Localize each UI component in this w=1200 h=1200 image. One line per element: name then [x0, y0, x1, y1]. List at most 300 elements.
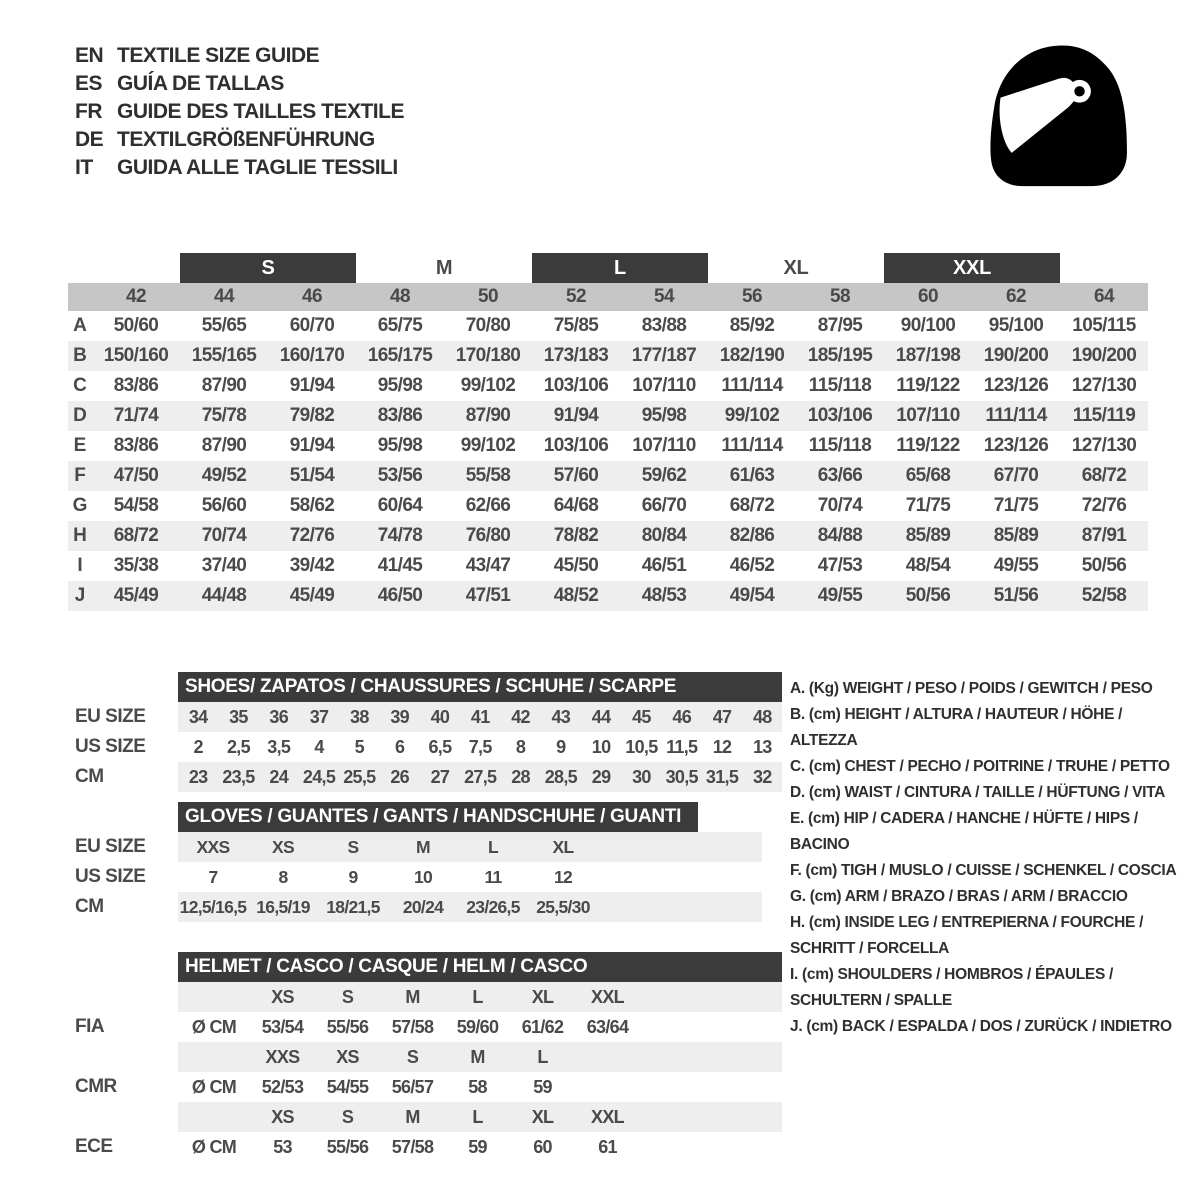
size-value: 13	[752, 736, 772, 757]
measurement-value: 71/75	[905, 495, 951, 516]
measurement-value: 182/190	[719, 345, 785, 366]
measurement-value: 55/65	[201, 315, 247, 336]
size-value	[575, 1072, 640, 1102]
measurement-value: 111/114	[721, 435, 783, 456]
row-label: US SIZE	[75, 866, 146, 887]
language-label: GUIDA ALLE TAGLIE TESSILI	[117, 156, 398, 179]
measurement-value: 47/50	[113, 465, 159, 486]
row-values	[178, 732, 782, 762]
size-group-xl: XL	[783, 256, 809, 279]
measurement-value: 84/88	[817, 525, 863, 546]
measurement-row	[68, 431, 1148, 461]
measurement-value: 61/63	[729, 465, 775, 486]
size-row	[68, 1132, 782, 1162]
size-value: Ø CM	[191, 1016, 237, 1037]
row-letter: H	[73, 525, 87, 546]
measurement-value: 41/45	[377, 555, 423, 576]
size-value: 6,5	[428, 736, 452, 757]
numeric-size: 60	[918, 286, 938, 307]
measurement-value: 83/86	[113, 435, 159, 456]
size-value: 12	[553, 866, 573, 887]
measurement-value: 87/90	[465, 405, 511, 426]
measurement-value: 46/51	[641, 555, 687, 576]
measurement-row	[68, 491, 1148, 521]
size-value: S	[347, 836, 359, 857]
size-value: 53/54	[261, 1016, 304, 1037]
size-value: 35	[229, 706, 248, 727]
shoes-title-bar: SHOES/ ZAPATOS / CHAUSSURES / SCHUHE / SCARPE	[178, 672, 782, 702]
numeric-row-spacer	[68, 283, 92, 311]
measurement-value: 99/102	[724, 405, 780, 426]
measurement-value: 65/75	[377, 315, 423, 336]
size-value: 55/56	[326, 1136, 369, 1157]
size-value: 45	[632, 706, 651, 727]
measurement-value: 85/89	[993, 525, 1039, 546]
size-value: 58	[468, 1076, 487, 1097]
measurement-value: 46/50	[377, 585, 423, 606]
measurement-value: 95/100	[988, 315, 1044, 336]
measurement-value: 49/54	[729, 585, 775, 606]
numeric-size: 44	[214, 286, 234, 307]
row-letter: C	[73, 375, 87, 396]
size-value: 59	[468, 1136, 487, 1157]
legend-item: D. (cm) WAIST / CINTURA / TAILLE / HÜFTUNG / VITA	[790, 784, 1166, 801]
size-value: 10,5	[625, 736, 658, 757]
measurement-row	[68, 551, 1148, 581]
row-label: CMR	[75, 1076, 117, 1097]
size-value: 55/56	[326, 1016, 369, 1037]
measurement-value: 127/130	[1071, 375, 1137, 396]
measurement-value: 50/56	[905, 585, 951, 606]
measurement-value: 170/180	[455, 345, 521, 366]
measurement-value: 79/82	[289, 405, 335, 426]
measurement-value: 91/94	[553, 405, 599, 426]
size-row	[68, 1102, 782, 1132]
measurement-value: 62/66	[465, 495, 511, 516]
measurement-value: 58/62	[289, 495, 335, 516]
size-value: 24	[269, 766, 289, 787]
measurement-value: 82/86	[729, 525, 775, 546]
size-value: 25,5/30	[536, 896, 590, 917]
row-values	[178, 892, 762, 922]
size-value: XXS	[196, 836, 230, 857]
measurement-value: 177/187	[631, 345, 697, 366]
language-label: TEXTILGRÖßENFÜHRUNG	[117, 128, 375, 151]
measurement-value: 87/95	[817, 315, 863, 336]
size-value: 48	[752, 706, 772, 727]
measurement-value: 49/55	[817, 585, 863, 606]
textile-body	[68, 311, 1148, 611]
measurement-value: 37/40	[201, 555, 247, 576]
measurement-value: 83/86	[377, 405, 423, 426]
size-value: S	[341, 986, 354, 1007]
row-label: CM	[75, 896, 104, 917]
size-value: L	[537, 1046, 548, 1067]
measurement-value: 47/51	[465, 585, 511, 606]
size-row	[68, 1072, 782, 1102]
measurement-value: 83/86	[113, 375, 159, 396]
measurement-value: 60/64	[377, 495, 423, 516]
measurement-value: 52/58	[1081, 585, 1127, 606]
size-value: 16,5/19	[256, 896, 310, 917]
language-row	[75, 70, 404, 98]
measurement-value: 111/114	[721, 375, 783, 396]
measurement-row	[68, 461, 1148, 491]
measurement-row	[68, 581, 1148, 611]
size-value: 38	[350, 706, 369, 727]
size-value: 18/21,5	[326, 896, 380, 917]
row-values	[178, 832, 762, 862]
numeric-size: 42	[126, 286, 146, 307]
textile-size-group-row	[68, 253, 1148, 283]
size-value: 3,5	[267, 736, 291, 757]
measurement-value: 53/56	[377, 465, 423, 486]
size-group-s: S	[180, 253, 356, 283]
size-value: 6	[394, 736, 405, 757]
measurement-value: 103/106	[543, 375, 609, 396]
measurement-value: 187/198	[895, 345, 961, 366]
size-row	[68, 862, 762, 892]
measurement-value: 190/200	[983, 345, 1049, 366]
measurement-value: 48/54	[905, 555, 951, 576]
measurement-value: 51/56	[993, 585, 1039, 606]
measurement-value: 63/66	[817, 465, 863, 486]
size-value: 39	[390, 706, 409, 727]
legend-item: F. (cm) TIGH / MUSLO / CUISSE / SCHENKEL / COSCIA	[790, 862, 1177, 879]
measurement-value: 190/200	[1071, 345, 1137, 366]
size-row	[68, 1042, 782, 1072]
size-value: 10	[413, 866, 433, 887]
measurement-value: 99/102	[460, 375, 516, 396]
measurement-value: 123/126	[983, 375, 1049, 396]
measurement-value: 56/60	[201, 495, 247, 516]
size-value: 12	[712, 736, 732, 757]
row-values	[178, 1102, 782, 1132]
measurement-value: 59/62	[641, 465, 687, 486]
helmet-title-bar: HELMET / CASCO / CASQUE / HELM / CASCO	[178, 952, 782, 982]
measurement-value: 74/78	[377, 525, 423, 546]
size-value: L	[472, 986, 483, 1007]
size-value: 27	[430, 766, 450, 787]
size-value: XS	[336, 1046, 359, 1067]
size-group-m: M	[435, 256, 453, 279]
language-label: GUIDE DES TAILLES TEXTILE	[117, 100, 404, 123]
size-value: 8	[278, 866, 288, 887]
numeric-size: 58	[830, 286, 850, 307]
size-value: 7	[208, 866, 218, 887]
measurement-value: 85/89	[905, 525, 951, 546]
size-value: 46	[672, 706, 692, 727]
language-code: FR	[75, 100, 102, 123]
measurement-value: 111/114	[985, 405, 1047, 426]
size-value: 8	[515, 736, 526, 757]
measurement-value: 57/60	[553, 465, 599, 486]
measurement-value: 107/110	[632, 375, 696, 396]
size-value: 44	[591, 706, 611, 727]
size-value: 24,5	[302, 766, 336, 787]
row-values	[178, 1042, 782, 1072]
measurement-value: 90/100	[900, 315, 956, 336]
row-label	[68, 1042, 178, 1072]
measurement-value: 75/78	[201, 405, 247, 426]
measurement-value: 115/119	[1072, 405, 1136, 426]
measurement-value: 119/122	[896, 375, 960, 396]
gloves-title-bar: GLOVES / GUANTES / GANTS / HANDSCHUHE / GUANTI	[178, 802, 698, 832]
row-values	[178, 1072, 782, 1102]
numeric-size: 54	[654, 286, 674, 307]
numeric-size: 50	[478, 286, 498, 307]
language-row	[75, 42, 404, 70]
size-value: 4	[314, 736, 324, 757]
size-value	[178, 1102, 250, 1132]
measurement-value: 76/80	[465, 525, 511, 546]
size-value: 63/64	[586, 1016, 629, 1037]
size-value: M	[470, 1046, 485, 1067]
size-value: 28,5	[544, 766, 577, 787]
size-value: 41	[470, 706, 490, 727]
measurement-value: 54/58	[113, 495, 159, 516]
size-value: 59	[533, 1076, 552, 1097]
size-value: XS	[271, 1106, 294, 1127]
size-value: XL	[531, 986, 554, 1007]
size-row	[68, 732, 782, 762]
measurement-value: 35/38	[113, 555, 159, 576]
textile-table	[68, 253, 1148, 611]
shoes-section	[68, 672, 782, 792]
row-values	[178, 1132, 782, 1162]
measurement-value: 45/50	[553, 555, 599, 576]
language-code: EN	[75, 44, 104, 67]
helmet-section	[68, 952, 782, 1162]
measurement-value: 70/74	[201, 525, 247, 546]
size-value: 54/55	[326, 1076, 369, 1097]
measurement-value: 48/52	[553, 585, 599, 606]
measurement-value: 95/98	[377, 435, 423, 456]
size-value: S	[406, 1046, 419, 1067]
row-letter: A	[73, 315, 87, 336]
measurement-value: 51/54	[289, 465, 335, 486]
row-letter: J	[74, 585, 86, 606]
legend-item: A. (Kg) WEIGHT / PESO / POIDS / GEWITCH / PESO	[790, 680, 1153, 697]
size-value: XXL	[591, 986, 624, 1007]
row-values	[178, 862, 762, 892]
size-value: 25,5	[343, 766, 376, 787]
size-value: 61/62	[521, 1016, 564, 1037]
measurement-value: 103/106	[807, 405, 873, 426]
gloves-section	[68, 802, 762, 922]
row-label: EU SIZE	[75, 836, 146, 857]
size-row	[68, 982, 782, 1012]
size-value: 5	[354, 736, 364, 757]
row-letter: F	[74, 465, 86, 486]
measurement-value: 95/98	[377, 375, 423, 396]
row-letter: B	[73, 345, 87, 366]
size-value: 30,5	[665, 766, 698, 787]
measurement-value: 43/47	[465, 555, 511, 576]
size-value: 52/53	[261, 1076, 304, 1097]
size-value: 20/24	[402, 896, 444, 917]
measurement-value: 60/70	[289, 315, 335, 336]
size-value: 27,5	[464, 766, 497, 787]
size-value	[178, 1042, 250, 1072]
size-value: 32	[752, 766, 772, 787]
size-group-xxl: XXL	[884, 253, 1060, 283]
row-label	[68, 982, 178, 1012]
measurement-value: 85/92	[729, 315, 775, 336]
measurement-value: 173/183	[543, 345, 609, 366]
measurement-value: 87/91	[1081, 525, 1127, 546]
measurement-value: 165/175	[367, 345, 433, 366]
measurement-value: 95/98	[641, 405, 687, 426]
size-value: 9	[348, 866, 358, 887]
measurement-value: 68/72	[113, 525, 159, 546]
size-value: 57/58	[391, 1136, 434, 1157]
legend-item: C. (cm) CHEST / PECHO / POITRINE / TRUHE / PETTO	[790, 758, 1170, 775]
size-value: XXS	[265, 1046, 300, 1067]
size-value: 11	[484, 866, 502, 887]
size-value: XXL	[591, 1106, 624, 1127]
size-value: 23	[188, 766, 208, 787]
size-row	[68, 832, 762, 862]
size-value: 61	[598, 1136, 617, 1157]
row-label: EU SIZE	[75, 706, 146, 727]
measurement-row	[68, 401, 1148, 431]
size-value: L	[488, 836, 498, 857]
measurement-value: 68/72	[729, 495, 775, 516]
size-value: XL	[531, 1106, 554, 1127]
measurement-value: 47/53	[817, 555, 863, 576]
measurement-value: 70/80	[465, 315, 511, 336]
measurement-value: 64/68	[553, 495, 599, 516]
size-value: XS	[272, 836, 294, 857]
legend-item: J. (cm) BACK / ESPALDA / DOS / ZURÜCK / INDIETRO	[790, 1018, 1172, 1035]
row-values	[178, 982, 782, 1012]
language-header	[75, 42, 404, 182]
measurement-value: 185/195	[807, 345, 873, 366]
row-values	[178, 762, 782, 792]
row-letter: D	[73, 405, 87, 426]
size-row	[68, 702, 782, 732]
size-value: M	[405, 1106, 420, 1127]
size-value: 47	[712, 706, 732, 727]
size-row	[68, 1012, 782, 1042]
row-label: CM	[75, 766, 104, 787]
language-row	[75, 154, 404, 182]
row-label: FIA	[75, 1016, 105, 1037]
numeric-size: 52	[566, 286, 586, 307]
measurement-value: 48/53	[641, 585, 687, 606]
measurement-value: 115/118	[808, 375, 872, 396]
size-value: 56/57	[391, 1076, 434, 1097]
language-label: GUÍA DE TALLAS	[117, 72, 284, 95]
size-value	[575, 1042, 640, 1072]
size-value: 31,5	[705, 766, 739, 787]
legend-item: I. (cm) SHOULDERS / HOMBROS / ÉPAULES / SCHULTERN / SPALLE	[790, 966, 1114, 1009]
measurement-value: 107/110	[896, 405, 960, 426]
measurement-value: 87/90	[201, 375, 247, 396]
size-value: L	[472, 1106, 483, 1127]
row-label: US SIZE	[75, 736, 146, 757]
measurement-value: 123/126	[983, 435, 1049, 456]
legend-item: E. (cm) HIP / CADERA / HANCHE / HÜFTE / HIPS / BACINO	[790, 810, 1138, 853]
row-label: ECE	[75, 1136, 113, 1157]
language-code: IT	[75, 156, 93, 179]
size-value: 2,5	[226, 736, 250, 757]
size-value: 43	[551, 706, 571, 727]
legend-item: G. (cm) ARM / BRAZO / BRAS / ARM / BRACCIO	[790, 888, 1128, 905]
measurement-value: 150/160	[103, 345, 169, 366]
measurement-value: 65/68	[905, 465, 951, 486]
size-value: S	[341, 1106, 354, 1127]
size-row	[68, 762, 782, 792]
textile-numeric-row	[68, 283, 1148, 311]
measurement-row	[68, 371, 1148, 401]
measurement-value: 44/48	[201, 585, 247, 606]
size-value: 53	[273, 1136, 292, 1157]
measurement-value: 45/49	[289, 585, 335, 606]
size-value	[178, 982, 250, 1012]
size-value: 30	[632, 766, 651, 787]
measurement-value: 91/94	[289, 435, 335, 456]
measurement-value: 39/42	[289, 555, 335, 576]
measurement-value: 49/52	[201, 465, 247, 486]
measurement-value: 46/52	[729, 555, 775, 576]
size-value: XS	[271, 986, 294, 1007]
size-value: 42	[511, 706, 530, 727]
size-group-l: L	[532, 253, 708, 283]
size-value: Ø CM	[191, 1136, 237, 1157]
measurement-value: 70/74	[817, 495, 863, 516]
measurement-value: 160/170	[279, 345, 345, 366]
measurement-value: 87/90	[201, 435, 247, 456]
size-value: 11,5	[666, 736, 698, 757]
measurement-value: 155/165	[191, 345, 257, 366]
numeric-size: 62	[1006, 286, 1026, 307]
size-value: XL	[552, 836, 574, 857]
size-value: 57/58	[391, 1016, 434, 1037]
size-value: 29	[591, 766, 611, 787]
size-value: 10	[591, 736, 611, 757]
legend-item: H. (cm) INSIDE LEG / ENTREPIERNA / FOURCHE / SCHRITT / FORCELLA	[790, 914, 1144, 957]
row-values	[178, 1012, 782, 1042]
measurement-value: 49/55	[993, 555, 1039, 576]
row-letter: I	[77, 555, 83, 576]
size-value: 28	[511, 766, 530, 787]
size-value: 7,5	[468, 736, 492, 757]
size-value: 9	[556, 736, 566, 757]
measurement-row	[68, 311, 1148, 341]
measurement-value: 50/60	[113, 315, 159, 336]
measurement-value: 83/88	[641, 315, 687, 336]
measurement-value: 107/110	[632, 435, 696, 456]
size-value: 26	[390, 766, 409, 787]
measurement-value: 72/76	[289, 525, 335, 546]
size-value: 37	[309, 706, 329, 727]
measurement-value: 71/74	[113, 405, 159, 426]
size-value: 23,5	[222, 766, 255, 787]
numeric-size: 64	[1094, 286, 1114, 307]
measurement-value: 119/122	[896, 435, 960, 456]
measurement-row	[68, 341, 1148, 371]
size-value: 59/60	[456, 1016, 499, 1037]
legend-item: B. (cm) HEIGHT / ALTURA / HAUTEUR / HÖHE / ALTEZZA	[790, 706, 1123, 749]
language-code: ES	[75, 72, 103, 95]
language-code: DE	[75, 128, 104, 151]
row-letter: E	[73, 435, 87, 456]
measurement-value: 80/84	[641, 525, 687, 546]
language-label: TEXTILE SIZE GUIDE	[117, 44, 320, 67]
measurement-value: 67/70	[993, 465, 1039, 486]
